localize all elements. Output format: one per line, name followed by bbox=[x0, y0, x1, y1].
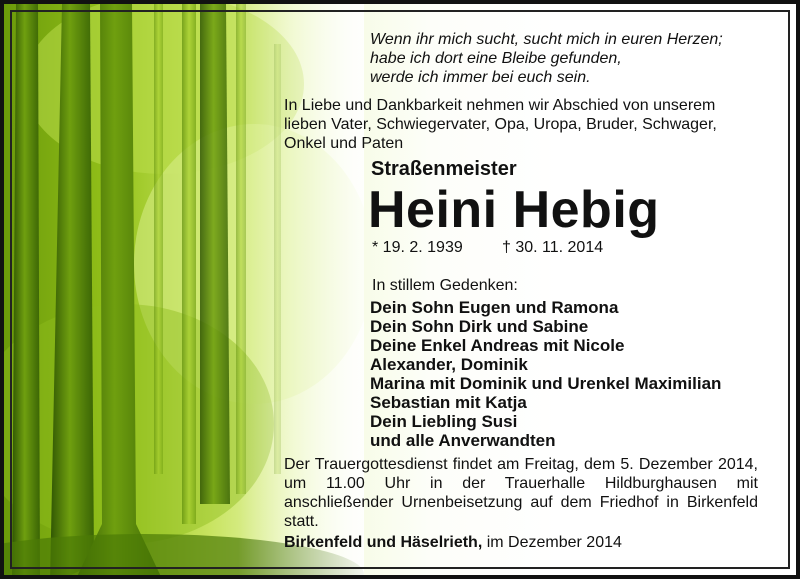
farewell-intro bbox=[284, 96, 759, 153]
mourner: Marina mit Dominik und Urenkel Maximilian bbox=[370, 374, 722, 393]
mourner: und alle Anverwandten bbox=[370, 431, 556, 450]
footer-places: Birkenfeld und Häselrieth, bbox=[284, 534, 483, 551]
poem-line: Wenn ihr mich sucht, sucht mich in euren Herzen; bbox=[370, 31, 723, 48]
mourner: Dein Sohn Eugen und Ramona bbox=[370, 298, 619, 317]
poem-line: habe ich dort eine Bleibe gefunden, bbox=[370, 50, 622, 67]
footer-signature bbox=[284, 534, 622, 552]
intro-line: lieben Vater, Schwiegervater, Opa, Uropa, Bruder, Schwager, bbox=[284, 116, 717, 133]
occupation-title: Straßenmeister bbox=[371, 158, 517, 180]
mourner: Deine Enkel Andreas mit Nicole bbox=[370, 336, 625, 355]
service-details: Der Trauergottesdienst findet am Freitag, dem 5. Dezember 2014, um 11.00 Uhr in der Trauerhalle Hildburghausen mit anschließender Urnenbeisetzung auf dem Friedhof in Birkenfeld statt. bbox=[284, 456, 758, 530]
poem-line: werde ich immer bei euch sein. bbox=[370, 69, 591, 86]
remembrance-label: In stillem Gedenken: bbox=[372, 277, 518, 294]
intro-line: In Liebe und Dankbarkeit nehmen wir Abschied von unserem bbox=[284, 97, 716, 114]
footer-date: im Dezember 2014 bbox=[482, 534, 622, 551]
mourner: Dein Sohn Dirk und Sabine bbox=[370, 317, 589, 336]
birth-date: * 19. 2. 1939 bbox=[372, 239, 463, 256]
mourners-list bbox=[370, 298, 721, 450]
deceased-name: Heini Hebig bbox=[368, 181, 660, 239]
death-date: † 30. 11. 2014 bbox=[502, 239, 604, 256]
intro-line: Onkel und Paten bbox=[284, 135, 404, 152]
mourner: Dein Liebling Susi bbox=[370, 412, 518, 431]
memorial-poem bbox=[370, 30, 770, 87]
mourner: Alexander, Dominik bbox=[370, 355, 528, 374]
mourner: Sebastian mit Katja bbox=[370, 393, 527, 412]
